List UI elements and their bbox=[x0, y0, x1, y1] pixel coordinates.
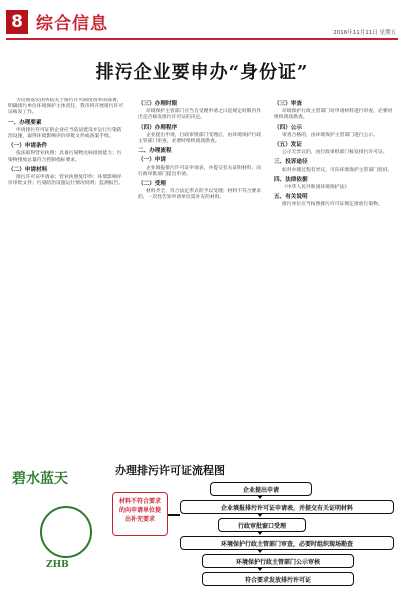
subheading: 一、办理要素 bbox=[8, 119, 42, 126]
subheading: （一）申请条件 bbox=[8, 143, 48, 150]
arrow-down-icon bbox=[257, 531, 263, 535]
flow-step-4: 环境保护行政主管部门审查，必要时组织现场勘查 bbox=[180, 536, 394, 550]
paragraph: 《中华人民共和国环境保护法》 bbox=[282, 185, 350, 191]
logo-text: 碧水蓝天 bbox=[12, 471, 68, 487]
flow-note-box: 材料不符合要求的向申请单位提出补充要求 bbox=[112, 492, 168, 536]
paragraph: 审查合格的，由环境保护主管部门进行公示。 bbox=[282, 132, 378, 138]
subheading: （三）办理时限 bbox=[138, 101, 178, 107]
flow-step-2: 企业填报排污许可证申请表，并提交有关证明材料 bbox=[180, 500, 394, 514]
header-rule bbox=[6, 38, 398, 40]
article-column-3 bbox=[274, 98, 396, 458]
subheading: （三）审查 bbox=[274, 101, 302, 107]
subheading: 五、有关说明 bbox=[274, 194, 308, 201]
subheading: （一）申请 bbox=[138, 157, 166, 164]
flow-step-5: 环境保护行政主管部门公示审核 bbox=[202, 554, 354, 568]
flow-step-1: 企业提出申请 bbox=[210, 482, 312, 496]
paragraph: 如对办理过程有异议，可向环境保护主管部门投诉。 bbox=[282, 167, 393, 173]
subheading: （五）发证 bbox=[274, 142, 302, 149]
article-column-1 bbox=[8, 98, 126, 458]
subheading: （二）受理 bbox=[138, 181, 166, 188]
article-column-2 bbox=[138, 98, 262, 458]
paragraph: 排污许可证申请表；营业执照复印件；环境影响评价审批文件；污染防治设施运行情况说明；监测报告。 bbox=[8, 175, 124, 187]
page-header bbox=[0, 0, 404, 42]
subheading: 三、投诉途径 bbox=[274, 159, 308, 166]
paragraph: 为贯彻落实国务院关于排污许可制度改革的部署，明确排污单位环境保护主体责任，我市将开展排污许可证核发工作。 bbox=[8, 98, 124, 116]
flowchart bbox=[108, 480, 396, 598]
page-number: 8 bbox=[6, 10, 28, 34]
subheading: 二、办理流程 bbox=[138, 148, 172, 155]
subheading: 四、法律依据 bbox=[274, 176, 308, 183]
connector-line bbox=[168, 514, 180, 516]
environment-logo-icon bbox=[40, 506, 92, 558]
paragraph: 依法取得营业执照；具备污染物达标排放能力；污染物排放总量符合控制指标要求。 bbox=[8, 151, 122, 163]
arrow-down-icon bbox=[257, 513, 263, 517]
logo-area bbox=[6, 468, 102, 596]
arrow-down-icon bbox=[257, 567, 263, 571]
flowchart-title: 办理排污许可证流程图 bbox=[115, 464, 225, 477]
paragraph: 公示无异议的，由行政审批部门核发排污许可证。 bbox=[282, 150, 388, 156]
arrow-down-icon bbox=[257, 549, 263, 553]
paragraph: 企业填报排污许可证申请表，并提交有关证明材料，向行政审批部门提出申请。 bbox=[138, 165, 262, 177]
arrow-down-icon bbox=[257, 495, 263, 499]
flow-step-6: 符合要求发放排污许可证 bbox=[202, 572, 354, 586]
paragraph: 环境保护主管部门应当自受理申请之日起规定时限内作出是否核发排污许可证的决定。 bbox=[138, 109, 262, 121]
section-title: 综合信息 bbox=[36, 14, 108, 34]
article-headline: 排污企业要申办“身份证” bbox=[95, 62, 309, 83]
paragraph: 材料齐全、符合法定形式的予以受理；材料不符合要求的，一次性告知申请单位需补充的材料。 bbox=[138, 189, 262, 201]
subheading: （二）申请材料 bbox=[8, 166, 48, 173]
flow-step-3: 行政审批窗口受理 bbox=[218, 518, 306, 532]
paragraph: 环境保护行政主管部门对申请材料进行审查，必要时组织现场勘查。 bbox=[274, 109, 393, 121]
logo-sub-text: ZHB bbox=[46, 560, 69, 570]
subheading: （四）办理程序 bbox=[138, 124, 178, 131]
paragraph: 排污单位应当按照排污许可证规定排放污染物。 bbox=[282, 202, 383, 208]
paragraph: 企业提出申请，行政审批部门受理后，由环境保护行政主管部门审查，必要时组织现场勘查。 bbox=[138, 132, 262, 145]
paragraph: 申请排污许可证的企业应当依法建设并运行污染防治设施，取得环境影响评价审批文件或备案手续。 bbox=[8, 127, 122, 140]
subheading: （四）公示 bbox=[274, 124, 302, 131]
dateline: 2016年11月11日 星期五 bbox=[333, 30, 396, 36]
